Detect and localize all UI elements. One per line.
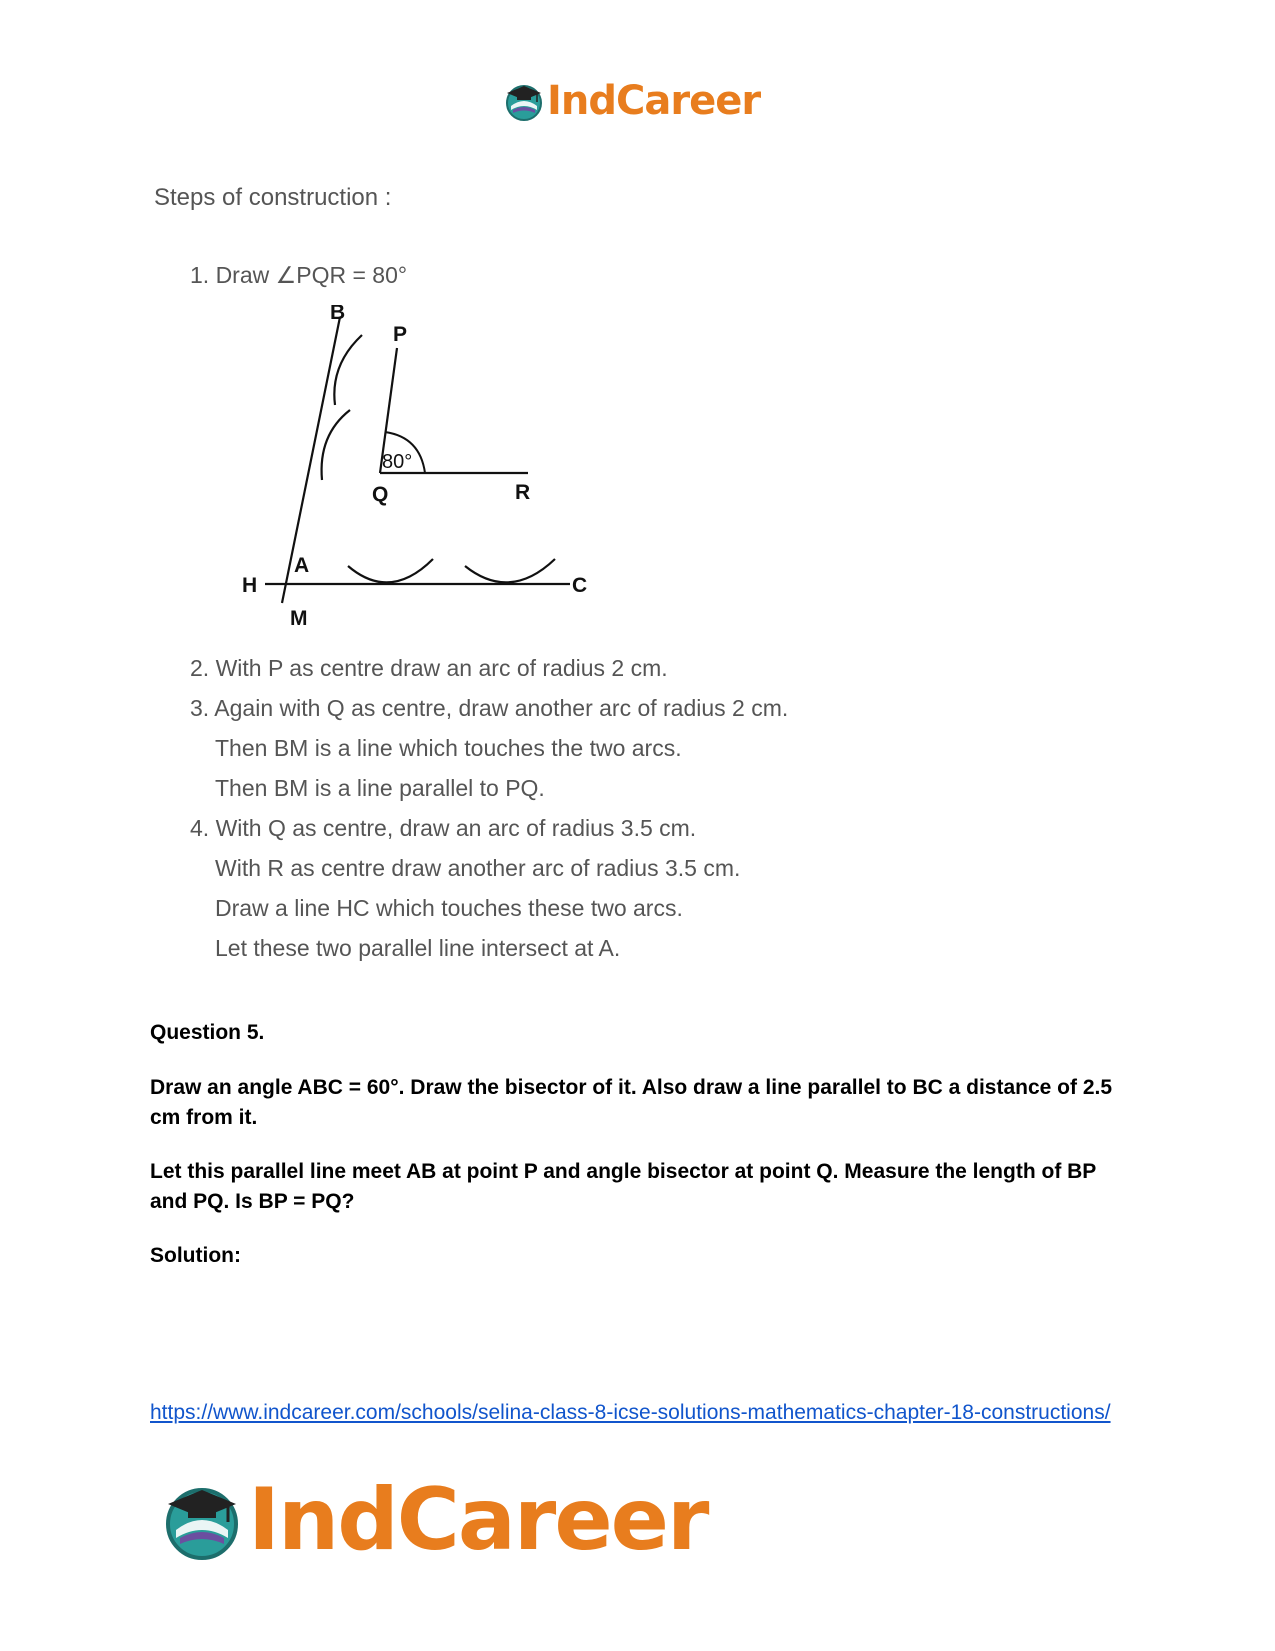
label-c: C bbox=[572, 574, 588, 597]
label-r: R bbox=[515, 481, 531, 504]
step-item: With R as centre draw another arc of radius 3.5 cm. bbox=[215, 855, 741, 881]
brand-logo-top bbox=[503, 78, 760, 124]
question-text-1: Draw an angle ABC = 60°. Draw the bisector of it. Also draw a line parallel to BC a distance of 2.5 cm from it. bbox=[150, 1076, 1113, 1129]
step-item: Let these two parallel line intersect at A. bbox=[215, 935, 621, 961]
source-url-link[interactable]: https://www.indcareer.com/schools/selina-class-8-icse-solutions-mathematics-chapter-18-constructions/ bbox=[150, 1401, 1111, 1424]
step-item: Then BM is a line which touches the two arcs. bbox=[215, 735, 682, 761]
label-p: P bbox=[393, 323, 408, 346]
steps-heading: Steps of construction : bbox=[154, 184, 392, 211]
question-text-2: Let this parallel line meet AB at point P and angle bisector at point Q. Measure the length of BP and PQ. Is BP = PQ? bbox=[150, 1160, 1096, 1213]
solution-label: Solution: bbox=[150, 1244, 241, 1267]
label-q: Q bbox=[372, 483, 389, 506]
step-item: Then BM is a line parallel to PQ. bbox=[215, 775, 545, 801]
brand-logo-bottom bbox=[160, 1470, 707, 1570]
label-m: M bbox=[290, 607, 308, 630]
step-item: 4. With Q as centre, draw an arc of radius 3.5 cm. bbox=[190, 815, 697, 841]
arc-from-q-on-hc bbox=[348, 559, 433, 582]
arc-from-p bbox=[334, 335, 362, 405]
brand-wordmark-top: IndCareer bbox=[547, 78, 761, 124]
arc-from-q bbox=[322, 410, 350, 480]
label-angle: 80° bbox=[382, 451, 413, 473]
arc-from-r-on-hc bbox=[465, 559, 555, 582]
construction-diagram bbox=[230, 305, 610, 640]
question-title: Question 5. bbox=[150, 1021, 265, 1044]
label-b: B bbox=[330, 305, 346, 324]
label-a: A bbox=[294, 554, 310, 577]
brand-wordmark-bottom: IndCareer bbox=[248, 1470, 708, 1570]
step-item: Draw a line HC which touches these two arcs. bbox=[215, 895, 683, 921]
graduation-cap-globe-icon bbox=[503, 80, 545, 122]
step-item: 3. Again with Q as centre, draw another arc of radius 2 cm. bbox=[190, 695, 789, 721]
graduation-cap-globe-icon bbox=[160, 1478, 244, 1562]
line-bm bbox=[282, 317, 340, 603]
step-item: 1. Draw ∠PQR = 80° bbox=[190, 262, 408, 288]
label-h: H bbox=[242, 574, 258, 597]
step-item: 2. With P as centre draw an arc of radius 2 cm. bbox=[190, 655, 668, 681]
